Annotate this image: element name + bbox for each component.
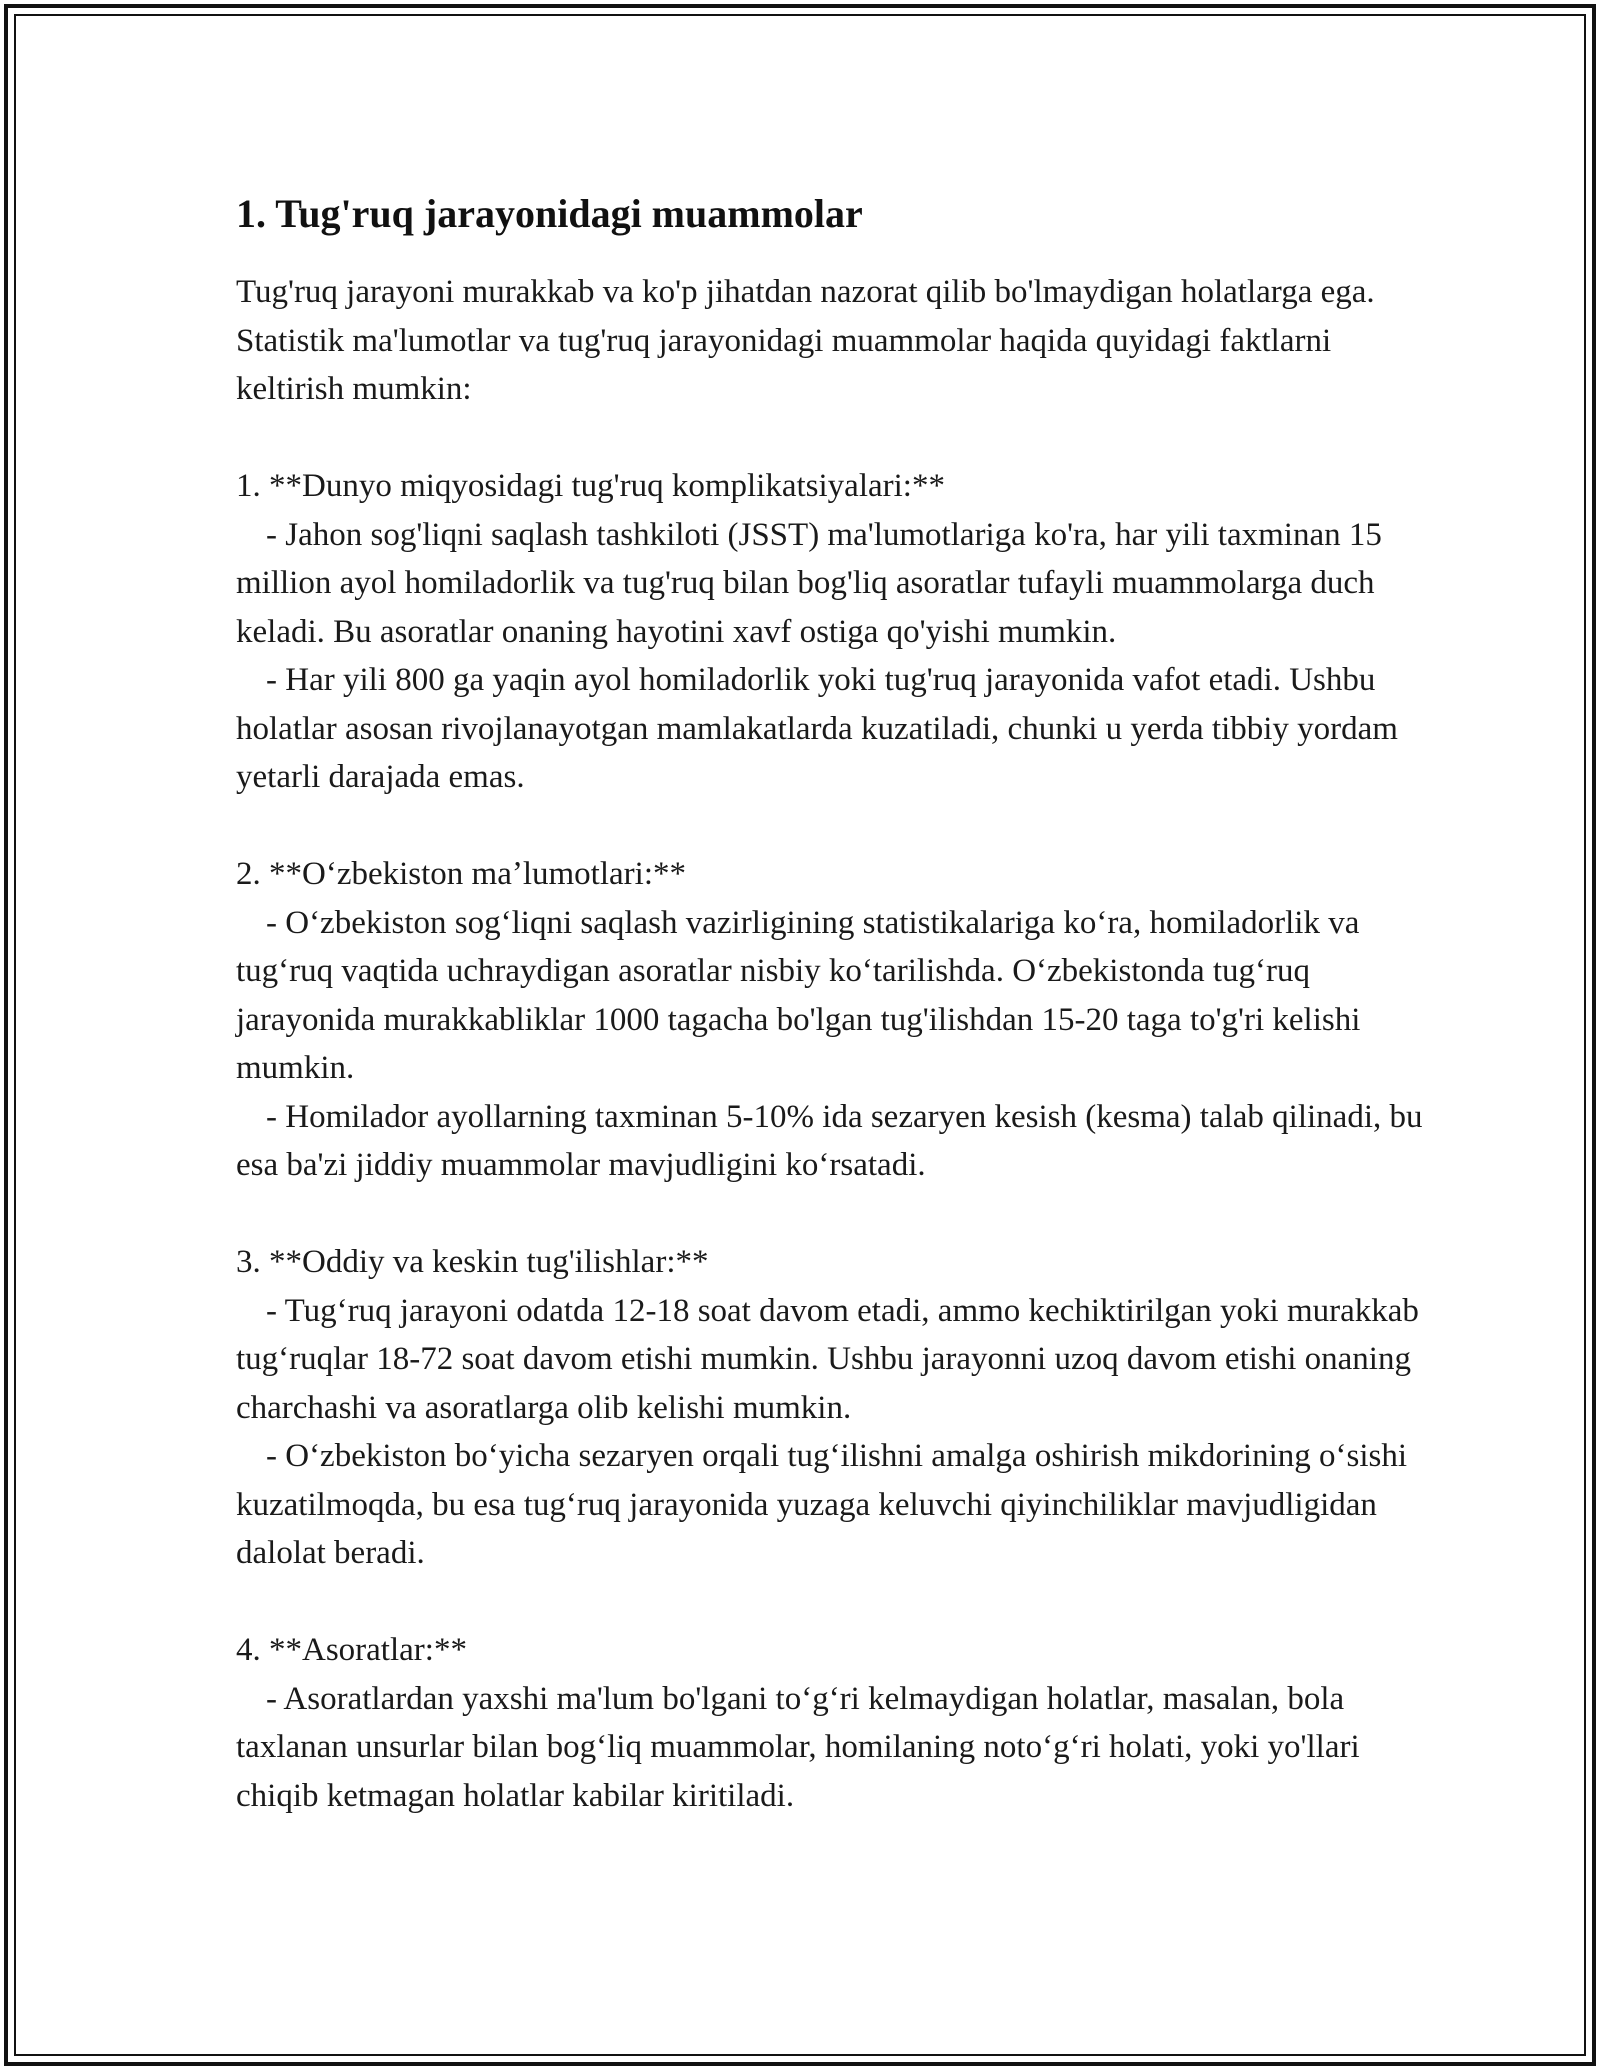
section-paragraph: - Jahon sog'liqni saqlash tashkiloti (JSST) ma'lumotlariga ko'ra, har yili taxminan 15 million ayol homiladorlik va tug'ruq bilan bog'liq asoratlar tufayli muammolarga duch keladi. Bu asoratlar onaning hayotini xavf ostiga qo'yishi mumkin. bbox=[236, 516, 1382, 650]
document-body bbox=[236, 186, 1426, 1820]
intro-paragraph: Tug'ruq jarayoni murakkab va ko'p jihatdan nazorat qilib bo'lmaydigan holatlarga ega. Statistik ma'lumotlar va tug'ruq jarayonidagi muammolar haqida quyidagi faktlarni keltirish mumkin: bbox=[236, 274, 1375, 407]
section-heading: 2. **Oʻzbekiston maʼlumotlari:** bbox=[236, 856, 686, 892]
section-paragraph: - Har yili 800 ga yaqin ayol homiladorlik yoki tug'ruq jarayonida vafot etadi. Ushbu holatlar asosan rivojlanayotgan mamlakatlarda kuzatiladi, chunki u yerda tibbiy yordam yetarli darajada emas. bbox=[236, 662, 1398, 795]
section-uzbekistan-data bbox=[236, 850, 1426, 1190]
section-paragraph: - Oʻzbekiston sogʻliqni saqlash vazirligining statistikalariga koʻra, homiladorlik va tugʻruq vaqtida uchraydigan asoratlar nisbiy koʻtarilishda. Oʻzbekistonda tugʻruq jarayonida murakkabliklar 1000 tagacha bo'lgan tug'ilishdan 15-20 taga to'g'ri kelishi mumkin. bbox=[236, 904, 1361, 1086]
document-title: 1. Tug'ruq jarayonidagi muammolar bbox=[236, 191, 863, 236]
section-ordinary-and-acute-births bbox=[236, 1238, 1426, 1578]
section-heading: 1. **Dunyo miqyosidagi tug'ruq komplikatsiyalari:** bbox=[236, 468, 945, 504]
section-heading: 3. **Oddiy va keskin tug'ilishlar:** bbox=[236, 1244, 709, 1280]
section-complications bbox=[236, 1626, 1426, 1820]
section-paragraph: - Oʻzbekiston boʻyicha sezaryen orqali tugʻilishni amalga oshirish mikdorining oʻsishi kuzatilmoqda, bu esa tugʻruq jarayonida yuzaga keluvchi qiyinchiliklar mavjudligidan dalolat beradi. bbox=[236, 1438, 1408, 1571]
section-paragraph: - Asoratlardan yaxshi ma'lum bo'lgani toʻgʻri kelmaydigan holatlar, masalan, bola taxlanan unsurlar bilan bogʻliq muammolar, homilaning notoʻgʻri holati, yoki yo'llari chiqib ketmagan holatlar kabilar kiritiladi. bbox=[236, 1680, 1360, 1814]
section-paragraph: - Tugʻruq jarayoni odatda 12-18 soat davom etadi, ammo kechiktirilgan yoki murakkab tugʻruqlar 18-72 soat davom etishi mumkin. Ushbu jarayonni uzoq davom etishi onaning charchashi va asoratlarga olib kelishi mumkin. bbox=[236, 1292, 1419, 1426]
section-heading: 4. **Asoratlar:** bbox=[236, 1632, 467, 1668]
section-paragraph: - Homilador ayollarning taxminan 5-10% ida sezaryen kesish (kesma) talab qilinadi, bu esa ba'zi jiddiy muammolar mavjudligini koʻrsatadi. bbox=[236, 1098, 1423, 1183]
section-global-complications bbox=[236, 462, 1426, 802]
